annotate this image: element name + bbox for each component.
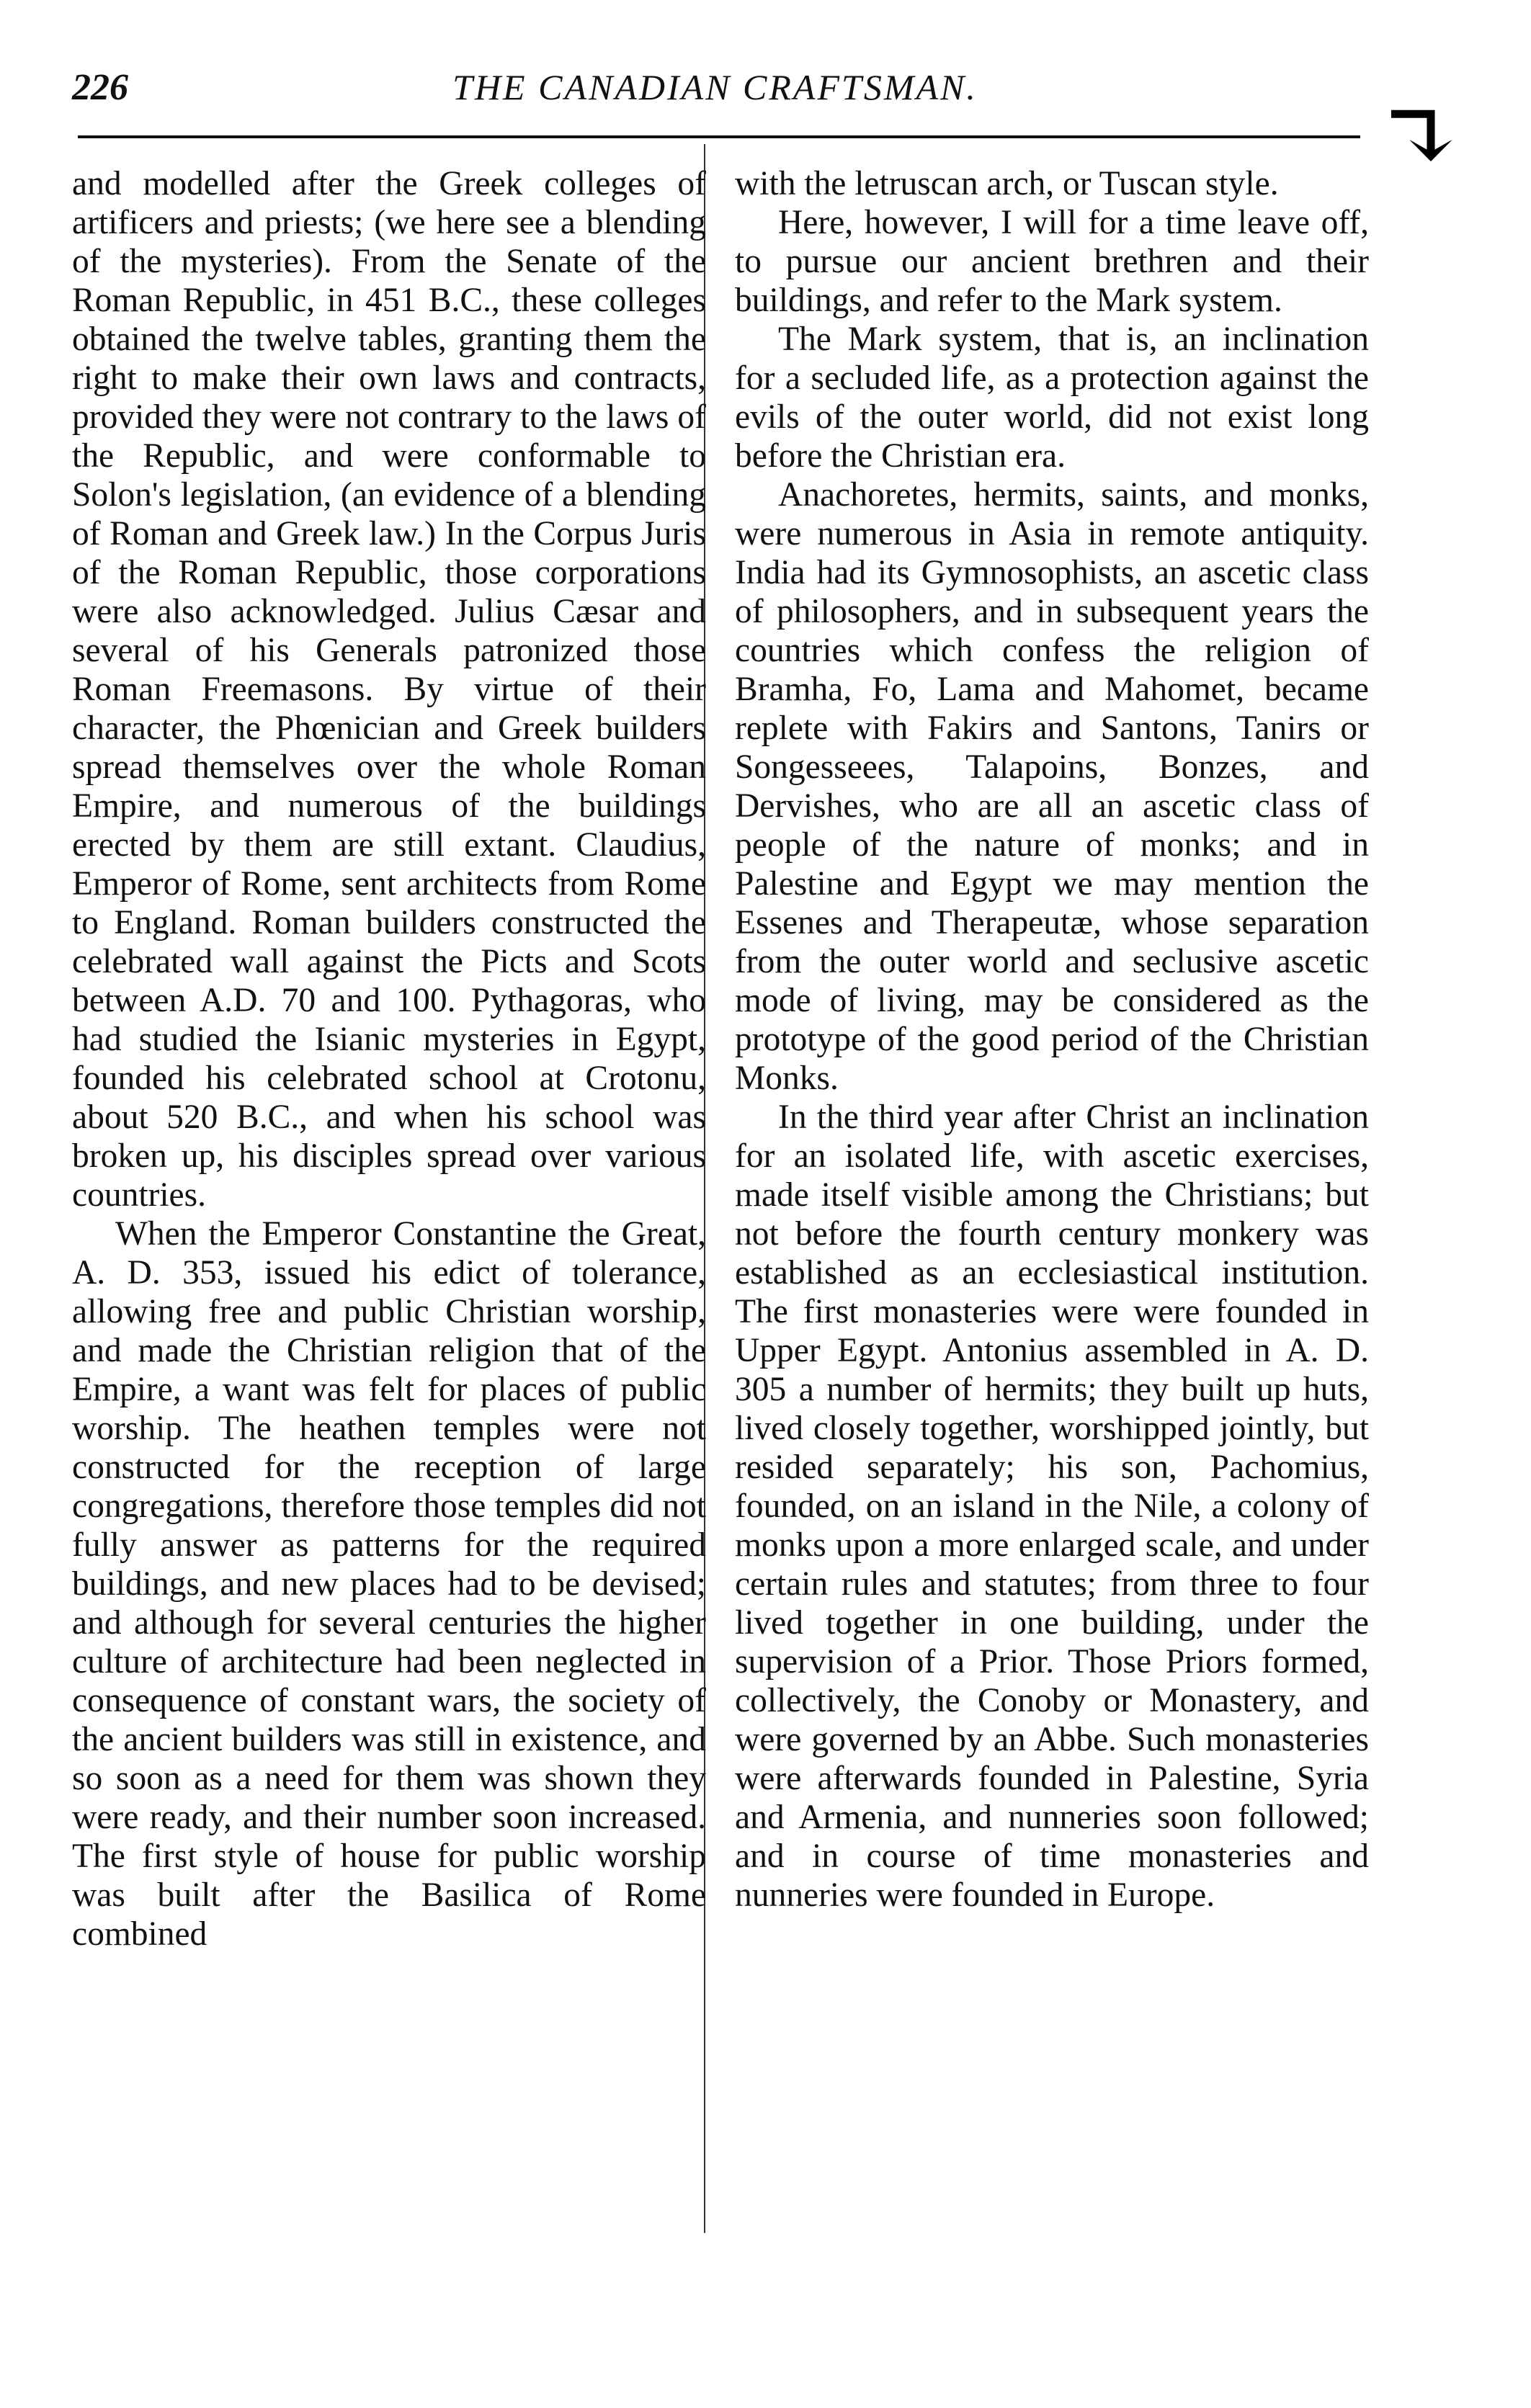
paragraph: Anachoretes, hermits, saints, and monks, were numerous in Asia in remote antiquity. India had its Gymnosophists, an ascetic class of philosophers, and in subsequent years the countries which confess the religion of Bramha, Fo, Lama and Mahomet, became replete with Fakirs and Santons, Tanirs or Songesseees, Talapoins, Bonzes, and Dervishes, who are all an ascetic class of people of the nature of monks; and in Palestine and Egypt we may mention the Essenes and Therapeutæ, whose separation from the outer world and seclusive ascetic mode of living, may be considered as the prototype of the good period of the Christian Monks. [735, 476, 1369, 1097]
paragraph: When the Emperor Constantine the Great, A. D. 353, issued his edict of tolerance, allowing free and public Christian worship, and made the Christian religion that of the Empire, a want was felt for places of public worship. The heathen temples were not constructed for the reception of large congregations, therefore those temples did not fully answer as patterns for the required buildings, and new places had to be devised; and although for several centuries the higher culture of architecture had been neglected in consequence of constant wars, the society of the ancient builders was still in existence, and so soon as a need for them was shown they were ready, and their number soon increased. The first style of house for public worship was built after the Basilica of Rome combined [72, 1215, 706, 1953]
paragraph: The Mark system, that is, an inclination for a secluded life, as a protection against the evils of the outer world, did not exist long before the Christian era. [735, 321, 1369, 475]
left-column [72, 164, 706, 1953]
paragraph: with the letruscan arch, or Tuscan style. [735, 165, 1279, 202]
margin-mark-icon: ↴ [1378, 82, 1463, 194]
paragraph: In the third year after Christ an inclination for an isolated life, with ascetic exercises, made itself visible among the Christians; but not before the fourth century monkery was established as an ecclesiastical institution. The first monasteries were were founded in Upper Egypt. Antonius assembled in A. D. 305 a number of hermits; they built up huts, lived closely together, worshipped jointly, but resided separately; his son, Pachomius, founded, on an island in the Nile, a colony of monks upon a more enlarged scale, and under certain rules and statutes; from three to four lived together in one building, under the supervision of a Prior. Those Priors formed, collectively, the Conoby or Monastery, and were governed by an Abbe. Such monasteries were afterwards founded in Palestine, Syria and Armenia, and nunneries soon followed; and in course of time monasteries and nunneries were founded in Europe. [735, 1098, 1369, 1914]
paragraph: and modelled after the Greek colleges of artificers and priests; (we here see a blending of the mysteries). From the Senate of the Roman Republic, in 451 B.C., these colleges obtained the twelve tables, granting them the right to make their own laws and contracts, provided they were not contrary to the laws of the Republic, and were conformable to Solon's legislation, (an evidence of a blending of Roman and Greek law.) In the Corpus Juris of the Roman Republic, those corporations were also acknowledged. Julius Cæsar and several of his Generals patronized those Roman Freemasons. By virtue of their character, the Phœnician and Greek builders spread themselves over the whole Roman Empire, and numerous of the buildings erected by them are still extant. Claudius, Emperor of Rome, sent architects from Rome to England. Roman builders constructed the celebrated wall against the Picts and Scots between A.D. 70 and 100. Pythagoras, who had studied the Isianic mysteries in Egypt, founded his celebrated school at Crotonu, about 520 B.C., and when his school was broken up, his disciples spread over various countries. [72, 165, 706, 1214]
page-number: 226 [72, 67, 128, 108]
right-column [735, 164, 1369, 1915]
header-rule [78, 135, 1360, 138]
running-title: THE CANADIAN CRAFTSMAN. [452, 67, 978, 107]
paragraph: Here, however, I will for a time leave off, to pursue our ancient brethren and their buildings, and refer to the Mark system. [735, 204, 1369, 319]
